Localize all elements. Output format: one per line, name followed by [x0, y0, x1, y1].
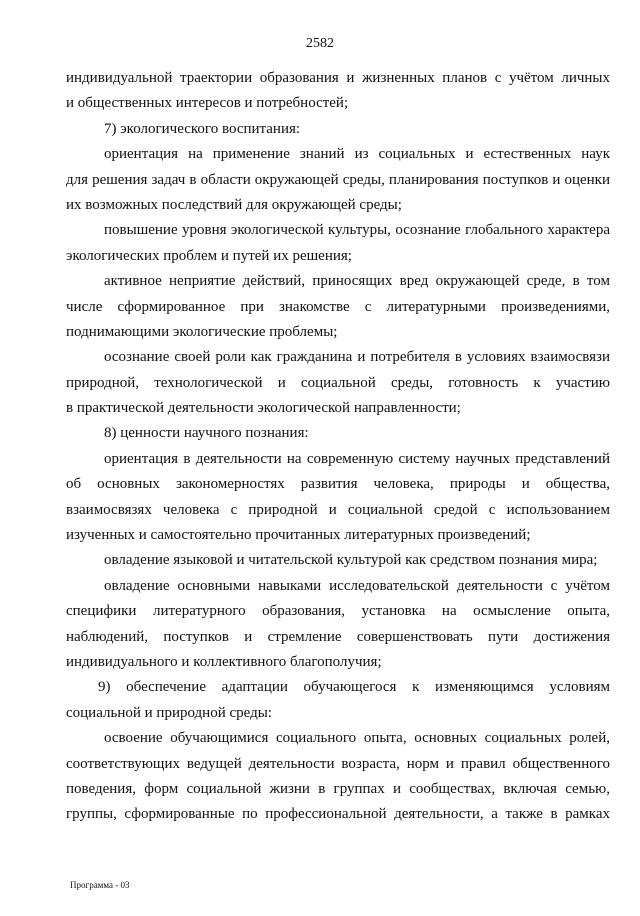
text-line: поведения, форм социальной жизни в группах и сообществах, включая семью, [66, 780, 610, 797]
text-line: и общественных интересов и потребностей; [66, 95, 349, 112]
text-line: индивидуального и коллективного благополучия; [66, 653, 382, 670]
text-line: активное неприятие действий, приносящих вред окружающей среде, в том [104, 273, 610, 290]
text-line: ориентация на применение знаний из социальных и естественных наук [104, 146, 610, 163]
text-line: освоение обучающимися социального опыта, основных социальных ролей, [104, 730, 610, 747]
text-line: индивидуальной траектории образования и жизненных планов с учётом личных [66, 70, 610, 86]
text-line: 9) обеспечение адаптации обучающегося к изменяющимся условиям [98, 679, 610, 696]
text-line: овладение языковой и читательской культурой как средством познания мира; [104, 552, 598, 569]
text-line: 8) ценности научного познания: [104, 425, 309, 442]
text-line: овладение основными навыками исследовательской деятельности с учётом [104, 577, 610, 594]
text-line: ориентация в деятельности на современную систему научных представлений [104, 450, 610, 467]
text-line: экологических проблем и путей их решения; [66, 247, 352, 264]
text-line: в практической деятельности экологической направленности; [66, 400, 461, 417]
text-line: поднимающими экологические проблемы; [66, 323, 338, 340]
document-body [66, 66, 610, 828]
page-number: 2582 [306, 36, 334, 51]
text-line: социальной и природной среды: [66, 704, 272, 721]
text-line: повышение уровня экологической культуры, осознание глобального характера [104, 222, 610, 239]
text-line: изученных и самостоятельно прочитанных литературных произведений; [66, 527, 531, 544]
text-line: об основных закономерностях развития человека, природы и общества, [66, 476, 610, 493]
text-line: для решения задач в области окружающей среды, планирования поступков и оценки [66, 171, 610, 188]
footer-label: Программа - 03 [70, 880, 130, 890]
text-line: их возможных последствий для окружающей среды; [66, 196, 402, 213]
text-line: осознание своей роли как гражданина и потребителя в условиях взаимосвязи [104, 349, 610, 366]
text-line: взаимосвязях человека с природной и социальной средой с использованием [66, 501, 610, 518]
text-line: природной, технологической и социальной среды, готовность к участию [66, 374, 610, 391]
text-line: 7) экологического воспитания: [104, 120, 301, 137]
text-line: специфики литературного образования, установка на осмысление опыта, [66, 603, 610, 620]
text-line: группы, сформированные по профессиональной деятельности, а также в рамках [66, 806, 610, 823]
text-line: наблюдений, поступков и стремление совершенствовать пути достижения [66, 628, 610, 645]
text-line: числе сформированное при знакомстве с литературными произведениями, [66, 298, 610, 315]
text-line: соответствующих ведущей деятельности возраста, норм и правил общественного [66, 755, 610, 772]
